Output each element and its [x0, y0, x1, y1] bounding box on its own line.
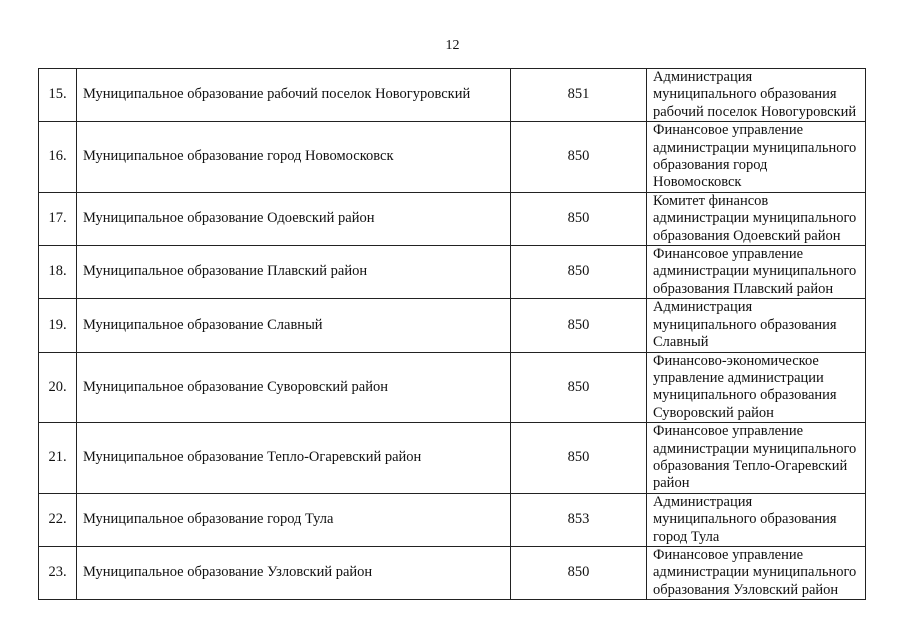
row-number: 22.: [39, 493, 77, 546]
municipality-name: Муниципальное образование Узловский район: [77, 546, 511, 599]
budget-code: 850: [511, 546, 647, 599]
municipality-name: Муниципальное образование Суворовский район: [77, 352, 511, 423]
municipality-name: Муниципальное образование город Тула: [77, 493, 511, 546]
budget-code: 850: [511, 299, 647, 352]
administrator-name: Администрация муниципального образования рабочий поселок Новогуровский: [647, 69, 866, 122]
municipality-name: Муниципальное образование Тепло-Огаревский район: [77, 423, 511, 494]
municipality-name: Муниципальное образование Одоевский район: [77, 192, 511, 245]
table-row: [39, 423, 866, 494]
table-row: [39, 493, 866, 546]
row-number: 17.: [39, 192, 77, 245]
administrator-name: Комитет финансов администрации муниципального образования Одоевский район: [647, 192, 866, 245]
row-number: 16.: [39, 122, 77, 193]
budget-code: 850: [511, 192, 647, 245]
administrator-name: Администрация муниципального образования Славный: [647, 299, 866, 352]
municipality-name: Муниципальное образование Плавский район: [77, 246, 511, 299]
administrator-name: Финансовое управление администрации муниципального образования Плавский район: [647, 246, 866, 299]
budget-code: 850: [511, 122, 647, 193]
budget-code: 850: [511, 246, 647, 299]
table-row: [39, 69, 866, 122]
table-row: [39, 546, 866, 599]
budget-code: 853: [511, 493, 647, 546]
row-number: 21.: [39, 423, 77, 494]
administrator-name: Финансовое управление администрации муниципального образования город Новомосковск: [647, 122, 866, 193]
row-number: 15.: [39, 69, 77, 122]
budget-code: 850: [511, 423, 647, 494]
administrator-name: Администрация муниципального образования город Тула: [647, 493, 866, 546]
table-row: [39, 246, 866, 299]
page-number: 12: [445, 38, 460, 53]
municipality-name: Муниципальное образование город Новомосковск: [77, 122, 511, 193]
row-number: 20.: [39, 352, 77, 423]
row-number: 19.: [39, 299, 77, 352]
table-row: [39, 192, 866, 245]
administrator-name: Финансовое управление администрации муниципального образования Узловский район: [647, 546, 866, 599]
municipal-formations-table: [38, 68, 866, 600]
row-number: 23.: [39, 546, 77, 599]
row-number: 18.: [39, 246, 77, 299]
table-row: [39, 299, 866, 352]
municipality-name: Муниципальное образование рабочий поселок Новогуровский: [77, 69, 511, 122]
table-row: [39, 122, 866, 193]
table-row: [39, 352, 866, 423]
administrator-name: Финансовое управление администрации муниципального образования Тепло-Огаревский район: [647, 423, 866, 494]
administrator-name: Финансово-экономическое управление администрации муниципального образования Суворовский район: [647, 352, 866, 423]
municipality-name: Муниципальное образование Славный: [77, 299, 511, 352]
budget-code: 850: [511, 352, 647, 423]
budget-code: 851: [511, 69, 647, 122]
